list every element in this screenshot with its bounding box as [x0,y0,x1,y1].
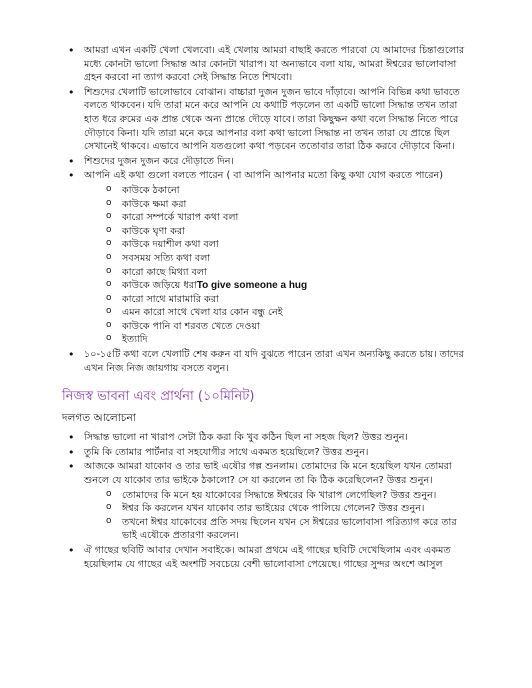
example-text: এমন কারো সাথে খেলা যার কোন বন্ধু নেই [122,307,283,319]
bullet-text: সিদ্ধান্ত ভালো না খারাপ সেটা ঠিক করা কি খুব কঠিন ছিল না সহজ ছিল? উত্তর শুনুন। [84,432,408,444]
list-item [84,252,470,266]
bullet-text: আমরা এখন একটি খেলা খেলবো। এই খেলায় আমরা বাছাই করতে পারবো যে আমাদের চিন্তাগুলোর মধ্যে কোনটা ভালো সিদ্ধান্ত আর কোনটা খারাপ। যা অন্যভাবে বলা যায়, আমরা ঈশ্বরের ভালোবাসা গ্রহন করবো না ত্যাগ করবো সেই সিদ্ধান্ত নিতে শিখবো। [84,45,465,84]
english-hug-text: To give someone a hug [196,280,308,292]
list-item [84,333,470,347]
example-text: কারো কাছে মিথ্যা বলা [122,266,207,278]
sub-bullet-text: তোমাদের কি মনে হয় যাকোবের সিদ্ধান্তে ঈশ্বরের কি খারাপ লেগেছিল? উত্তর শুনুন। [122,489,437,501]
list-item [84,516,470,543]
sub-bullet-text: ঈশ্বর কি করলেন যখন যাকোব তার ভাইয়ের থেকে পালিয়ে গেলেন? উত্তর শুনুন। [122,503,425,515]
example-text: কাউকে ঘৃণা করা [122,225,185,237]
list-item [84,320,470,334]
example-text: কারো সম্পর্কে খারাপ কথা বলা [122,212,239,224]
list-item [84,266,470,280]
list-item [62,446,470,460]
example-text: কাউকে ঠকানো [122,184,180,196]
list-item [84,198,470,212]
list-item [84,279,470,293]
bullet-text: শিশুদের খেলাটি ভালোভাবে বোঝান। বাচ্চারা দুজন দুজন ভাবে দাঁড়াবে। আপনি বিভিন্ন কথা ভাবতে বলতে থাকবেন। যদি তারা মনে করে আপনি যে কথাটি পড়লেন তা একটি ভালো সিদ্ধান্ত তখন তারা হাত ধরে রুমের এক প্রান্ত থেকে অন্য প্রান্তে দৌড়ে যাবে। তারা কিছুক্ষন কথা বলে সিদ্ধান্ত নিতে পারে দৌড়াবে কিনা। যদি তারা মনে করে আপনার বলা কথা ভালো সিদ্ধান্ত না তখন তারা যে প্রান্তে ছিল সেখানেই থাকবে। এভাবে আপনি যতগুলো কথা পড়বেন ততোবার তারা ঠিক করবে দৌড়াবে কিনা। [84,86,460,153]
list-item [62,155,470,169]
list-item [84,184,470,198]
list-item [62,169,470,347]
list-item [62,44,470,85]
list-item [62,431,470,445]
example-statements-list [84,184,470,347]
example-text: কাউকে ক্ষমা করা [122,198,187,210]
bullet-text: শিশুদের দুজন দুজন করে দৌড়াতে দিন। [84,155,234,167]
bullet-text: ঐ গাছের ছবিটি আবার দেখান সবাইকে। আমরা প্রথমে এই গাছের ছবিটি দেখেছিলাম এবং একমত হয়েছিলাম যে গাছের এই অংশটি সবচেয়ে বেশী ভালোবাসা পেয়েছে। গাছের সুন্দর অংশে আসুল [84,545,451,570]
list-item [62,348,470,375]
example-text: কাউকে জড়িয়ে ধরা [122,280,197,292]
list-item [84,306,470,320]
example-text: কারো সাথে মারামারি করা [122,293,219,305]
bullet-text: আপনি এই কথা গুলো বলতে পারেন ( বা আপনি আপনার মতো কিছু কথা যোগ করতে পারেন) [84,170,443,182]
list-item [84,489,470,503]
example-text: কাউকে পানি বা শরবত খেতে দেওয়া [122,320,260,332]
list-item [62,86,470,154]
example-text: ইত্যাদি [122,334,148,346]
discussion-sub-list [84,489,470,543]
sub-bullet-text: তখনো ঈশ্বর যাকোবের প্রতি সদয় ছিলেন যখন সে ঈশ্বরের ভালোবাসা পরিত্যাগ করে তার ভাই এষৌকে প্রতারণা করলেন। [122,516,457,542]
section-subheading: দলগত আলোচনা [62,412,136,425]
activity-bullet-list [62,44,470,375]
list-item [84,211,470,225]
list-item [62,460,470,543]
example-text: কাউকে দয়াশীল কথা বলা [122,239,219,251]
section-heading: নিজস্ব ভাবনা এবং প্রার্থনা (১০মিনিট) [62,389,255,405]
example-text: সবসময় সত্যি কথা বলা [122,252,211,264]
list-item [84,502,470,516]
list-item [84,225,470,239]
discussion-bullet-list [62,431,470,571]
list-item [62,544,470,571]
bullet-text: আজকে আমরা যাকোব ও তার ভাই এষৌর গল্প শুনলাম। তোমাদের কি মনে হয়েছিল যখন তোমরা শুনলে যে যাকোব তার ভাইকে ঠকালো? সে যা করলেন তা কি ঠিক করেছিলেন? উত্তর শুনুন। [84,461,452,487]
bullet-text: ১০-১৫টি কথা বলে খেলাটি শেষ করুন বা যদি বুঝতে পারেন তারা এখন অন্যকিছু করতে চায়। তাদের এখন নিজ নিজ জায়গায় বসতে বলুন। [84,349,464,374]
list-item [84,293,470,307]
bullet-text: তুমি কি তোমার পার্টনার বা সহযোগীর সাথে একমত হয়েছিলে? উত্তর শুনুন। [84,446,369,458]
list-item [84,238,470,252]
